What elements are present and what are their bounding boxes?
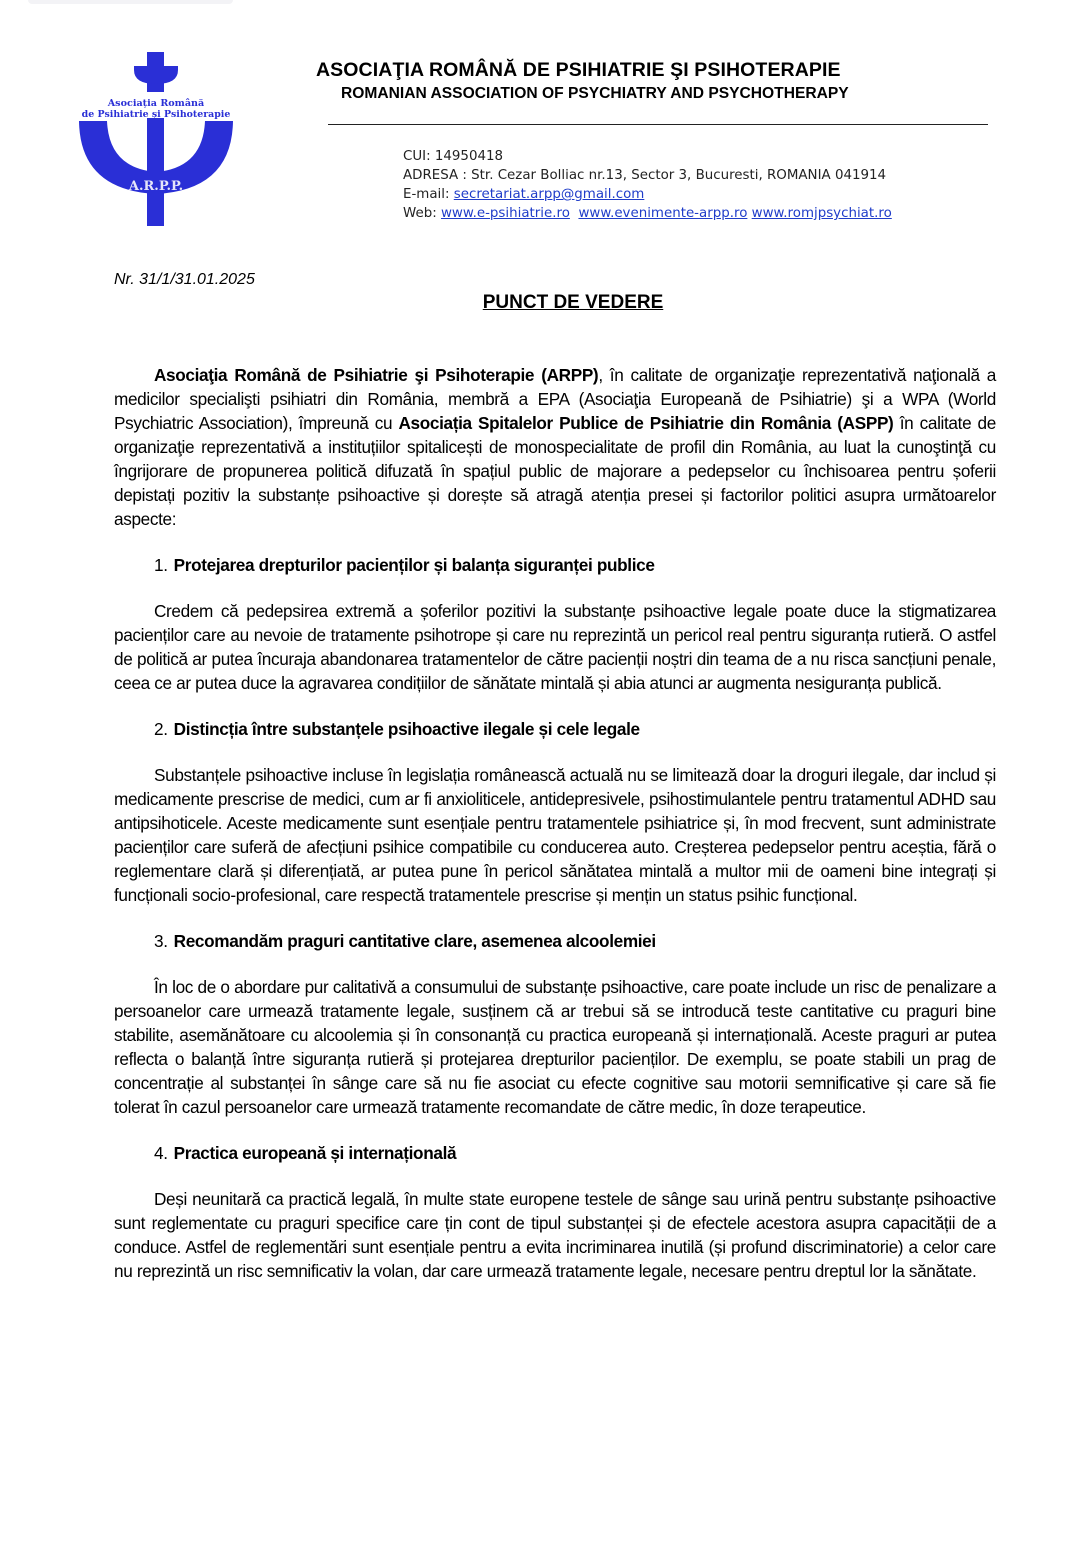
arpp-logo [78, 50, 236, 228]
page-top-edge [28, 0, 233, 4]
section-body-1: Credem că pedepsirea extremă a șoferilor pozitivi la substanțe psihoactive legale poate duce la stigmatizarea pacienților care au nevoie de tratamente psihotrope și care nu reprezintă un pericol real pentru siguranța rutieră. O astfel de politică ar putea încuraja abandonarea tratamentelor de către pacienții noștri din teama de a nu risca sancțiuni penale, ceea ce ar putea duce la agravarea condițiilor de sănătate mintală și abia atunci ar augmenta nesiguranța publică. [114, 601, 996, 693]
document-body [114, 363, 996, 1283]
section-heading-2 [114, 717, 996, 741]
section-heading-3 [114, 929, 996, 953]
document-number: Nr. 31/1/31.01.2025 [114, 271, 255, 288]
document-title: PUNCT DE VEDERE [482, 292, 664, 313]
section-heading-text: Recomandăm praguri cantitative clare, asemenea alcoolemiei [173, 931, 656, 951]
psi-cross-logo-icon [78, 50, 236, 228]
intro-bold-aspp: Asociația Spitalelor Publice de Psihiatrie din România (ASPP) [398, 413, 894, 433]
header-divider [328, 124, 988, 125]
org-subtitle: ROMANIAN ASSOCIATION OF PSYCHIATRY AND PSYCHOTHERAPY [341, 85, 849, 102]
intro-text-2: în calitate de organizaţie reprezentativă a instituțiilor spitalicești de monospecialitate de profil din România, au luat la cunoştinţă cu îngrijorare de propunerea politică difuzată în spațiul public de majorare a pedepselor cu închisoarea pentru șoferii depistați pozitiv la substanțe psihoactive și dorește să atragă atenția presei și factorilor politici asupra următoarelor aspecte: [114, 413, 996, 529]
logo-text-line2: de Psihiatrie și Psihoterapie [81, 109, 231, 120]
section-number: 4. [154, 1143, 168, 1163]
intro-text-1: , în calitate de organizaţie reprezentativă naţională a medicilor specialişti psihiatri din România, membră a EPA (Asociaţia Europeană de Psihiatrie) şi a WPA (World Psychiatric Association), împreună cu [114, 365, 996, 433]
section-heading-text: Practica europeană și internațională [173, 1143, 457, 1163]
web-link-romjpsychiat[interactable]: www.romjpsychiat.ro [751, 206, 892, 221]
web-label: Web: [403, 206, 437, 221]
web-link-e-psihiatrie[interactable]: www.e-psihiatrie.ro [440, 206, 570, 221]
section-number: 2. [154, 719, 168, 739]
section-heading-1 [114, 553, 996, 577]
logo-acronym: A.R.P.P. [128, 179, 184, 194]
address-line: ADRESA : Str. Cezar Bolliac nr.13, Sector 3, Bucuresti, ROMANIA 041914 [403, 168, 887, 183]
section-body-4: Deși neunitară ca practică legală, în multe state europene testele de sânge sau urină pentru substanțe psihoactive sunt reglementate cu praguri specifice care țin cont de tipul substanței și de efectele acestora asupra capacității de a conduce. Astfel de reglementări sunt esențiale pentru a evita incriminarea inutilă (și profund discriminatorie) a celor care nu reprezintă un risc semnificativ la volan, dar care urmează tratamente legale, necesare pentru dreptul lor la sănătate. [114, 1189, 996, 1281]
section-heading-text: Protejarea drepturilor pacienților și balanța siguranței publice [173, 555, 655, 575]
section-body-2: Substanțele psihoactive incluse în legislația românească actuală nu se limitează doar la droguri ilegale, dar includ și medicamente prescrise de medici, cum ar fi anxioliticele, antidepresivele, psihostimulantele pentru tratamentul ADHD sau antipsihoticele. Aceste medicamente sunt esențiale pentru tratamentele psihiatrice și, în mod frecvent, sunt administrate pacienților care suferă de afecțiuni psihice compatibile cu conducerea auto. Creșterea pedepselor pentru aceștia, fără o reglementare clară și diferențiată, ar putea pune în pericol sănătatea mintală a multor mii de oameni bine integrați și funcționali socio-profesional, care respectă tratamentele prescrise și mențin un status psihic funcțional. [114, 765, 996, 905]
web-line [403, 204, 892, 223]
email-link[interactable]: secretariat.arpp@gmail.com [453, 187, 645, 202]
section-number: 3. [154, 931, 168, 951]
intro-bold-arpp: Asociaţia Română de Psihiatrie şi Psihoterapie (ARPP) [154, 365, 599, 385]
org-title: ASOCIAŢIA ROMÂNĂ DE PSIHIATRIE ŞI PSIHOTERAPIE [316, 59, 841, 81]
section-heading-4 [114, 1141, 996, 1165]
logo-text-line1: Asociația Română [107, 98, 205, 109]
section-body-3: În loc de o abordare pur calitativă a consumului de substanțe psihoactive, care poate include un risc de penalizare a persoanelor care urmează tratamente legale, susținem că ar trebui să se introducă teste cantitative cu praguri bine stabilite, asemănătoare cu alcoolemia și în consonanță cu practica europeană și internațională. Aceste praguri ar putea reflecta o balanță între siguranța rutieră și protejarea drepturilor pacienților. De exemplu, se poate stabili un prag de concentrație al substanței în sânge care să nu fie asociat cu efecte cognitive sau motorii semnificative și care să fie tolerat în cazul persoanelor care urmează tratamente recomandate de către medic, în doze terapeutice. [114, 977, 996, 1117]
email-label: E-mail: [403, 187, 450, 202]
cui-line: CUI: 14950418 [403, 149, 504, 164]
web-link-evenimente-arpp[interactable]: www.evenimente-arpp.ro [578, 206, 748, 221]
section-number: 1. [154, 555, 168, 575]
intro-paragraph [114, 363, 996, 531]
section-heading-text: Distincția între substanțele psihoactive ilegale și cele legale [173, 719, 640, 739]
contact-block [403, 147, 892, 223]
email-line [403, 185, 892, 204]
